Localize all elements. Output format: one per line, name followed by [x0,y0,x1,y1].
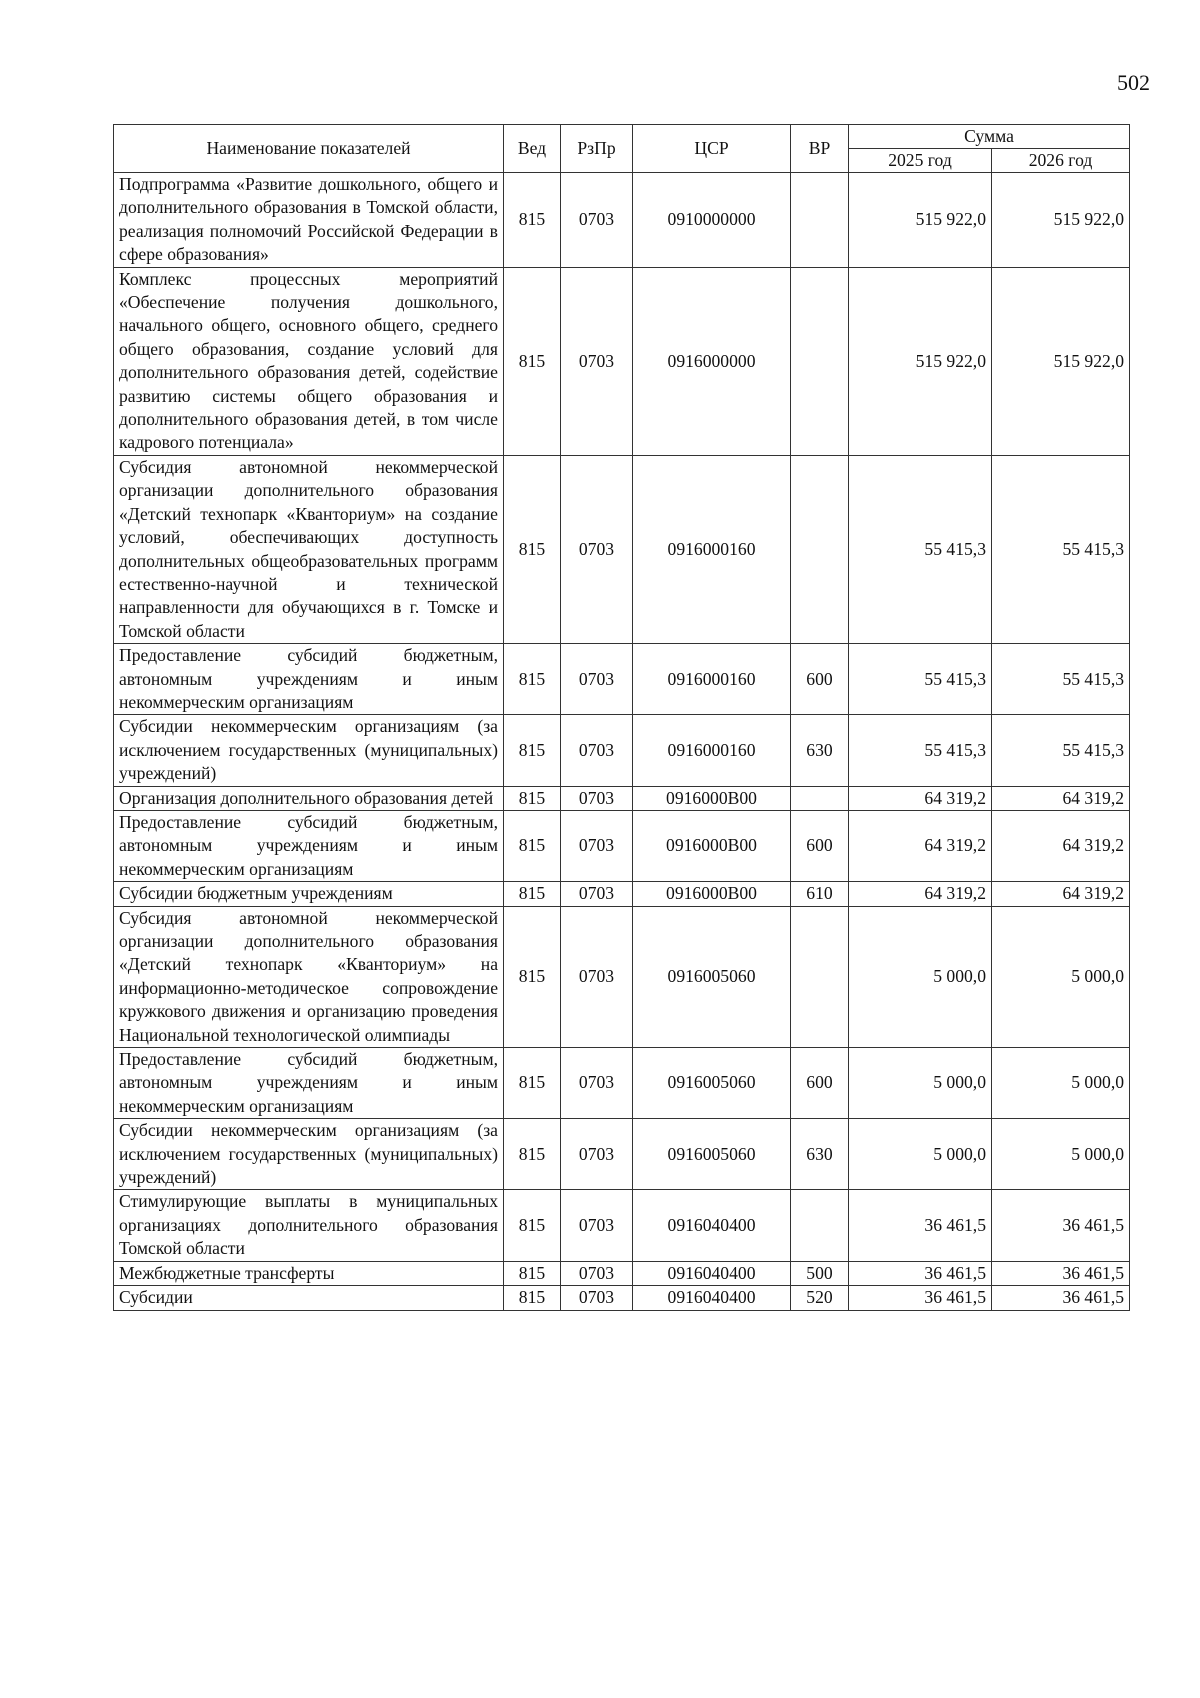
cell-2025: 5 000,0 [849,1048,992,1119]
cell-2025: 55 415,3 [849,715,992,786]
cell-name: Стимулирующие выплаты в муниципальных организациях дополнительного образования Томской области [114,1190,504,1261]
table-row [114,1261,1130,1285]
cell-vr: 630 [791,1119,849,1190]
cell-2026: 5 000,0 [992,906,1130,1047]
cell-ved: 815 [504,882,561,906]
table-row [114,715,1130,786]
cell-ved: 815 [504,644,561,715]
cell-name: Комплекс процессных мероприятий «Обеспечение получения дошкольного, начального общего, основного общего, среднего общего образования, создание условий для дополнительного образования детей, содействие развитию системы общего образования и дополнительного образования детей, в том числе кадрового потенциала» [114,267,504,455]
header-csr: ЦСР [633,125,791,173]
cell-csr: 0916000В00 [633,786,791,810]
cell-rzpr: 0703 [561,1286,633,1310]
cell-vr [791,786,849,810]
cell-rzpr: 0703 [561,1119,633,1190]
table-row [114,1190,1130,1261]
cell-vr [791,455,849,643]
cell-vr [791,1190,849,1261]
cell-2025: 64 319,2 [849,882,992,906]
cell-2026: 64 319,2 [992,810,1130,881]
cell-rzpr: 0703 [561,786,633,810]
cell-ved: 815 [504,1286,561,1310]
cell-ved: 815 [504,455,561,643]
cell-name: Предоставление субсидий бюджетным, автономным учреждениям и иным некоммерческим организациям [114,810,504,881]
cell-2025: 64 319,2 [849,810,992,881]
cell-name: Межбюджетные трансферты [114,1261,504,1285]
cell-2026: 515 922,0 [992,173,1130,268]
table-row [114,786,1130,810]
cell-csr: 0916005060 [633,1119,791,1190]
cell-rzpr: 0703 [561,715,633,786]
cell-vr: 630 [791,715,849,786]
header-name: Наименование показателей [114,125,504,173]
table-row [114,267,1130,455]
cell-ved: 815 [504,906,561,1047]
cell-rzpr: 0703 [561,644,633,715]
header-vr: ВР [791,125,849,173]
cell-name: Предоставление субсидий бюджетным, автономным учреждениям и иным некоммерческим организациям [114,644,504,715]
cell-vr [791,173,849,268]
table-row [114,1286,1130,1310]
cell-2025: 515 922,0 [849,173,992,268]
cell-ved: 815 [504,267,561,455]
cell-vr: 520 [791,1286,849,1310]
cell-csr: 0916005060 [633,906,791,1047]
header-sum: Сумма [849,125,1130,149]
cell-rzpr: 0703 [561,1048,633,1119]
cell-vr [791,267,849,455]
page-number: 502 [1117,70,1150,95]
cell-2026: 64 319,2 [992,882,1130,906]
table-row [114,810,1130,881]
cell-name: Субсидии [114,1286,504,1310]
cell-name: Субсидии некоммерческим организациям (за исключением государственных (муниципальных) учреждений) [114,1119,504,1190]
cell-ved: 815 [504,1261,561,1285]
cell-csr: 0916000160 [633,455,791,643]
cell-ved: 815 [504,786,561,810]
cell-csr: 0916000160 [633,715,791,786]
cell-2025: 36 461,5 [849,1286,992,1310]
cell-vr: 600 [791,644,849,715]
cell-2026: 36 461,5 [992,1190,1130,1261]
cell-2025: 36 461,5 [849,1261,992,1285]
table-row [114,882,1130,906]
cell-rzpr: 0703 [561,906,633,1047]
cell-2025: 5 000,0 [849,1119,992,1190]
cell-2025: 36 461,5 [849,1190,992,1261]
cell-name: Подпрограмма «Развитие дошкольного, общего и дополнительного образования в Томской области, реализация полномочий Российской Федерации в сфере образования» [114,173,504,268]
cell-rzpr: 0703 [561,455,633,643]
cell-2026: 515 922,0 [992,267,1130,455]
table-header [114,125,1130,173]
cell-2026: 36 461,5 [992,1286,1130,1310]
cell-csr: 0916000160 [633,644,791,715]
cell-name: Субсидии бюджетным учреждениям [114,882,504,906]
cell-rzpr: 0703 [561,1190,633,1261]
cell-name: Предоставление субсидий бюджетным, автономным учреждениям и иным некоммерческим организациям [114,1048,504,1119]
header-ved: Вед [504,125,561,173]
cell-csr: 0916040400 [633,1190,791,1261]
cell-rzpr: 0703 [561,267,633,455]
cell-2025: 64 319,2 [849,786,992,810]
cell-rzpr: 0703 [561,1261,633,1285]
table-row [114,173,1130,268]
cell-csr: 0916000000 [633,267,791,455]
cell-name: Субсидия автономной некоммерческой организации дополнительного образования «Детский технопарк «Кванториум» на информационно-методическое сопровождение кружкового движения и организацию проведения Национальной технологической олимпиады [114,906,504,1047]
cell-ved: 815 [504,173,561,268]
cell-2026: 36 461,5 [992,1261,1130,1285]
cell-2025: 55 415,3 [849,644,992,715]
cell-2025: 515 922,0 [849,267,992,455]
cell-vr: 600 [791,1048,849,1119]
table-row [114,644,1130,715]
cell-2026: 55 415,3 [992,644,1130,715]
table-body [114,173,1130,1311]
cell-rzpr: 0703 [561,882,633,906]
cell-2025: 5 000,0 [849,906,992,1047]
table-row [114,455,1130,643]
header-2025: 2025 год [849,149,992,173]
cell-ved: 815 [504,715,561,786]
budget-table [113,124,1130,1311]
cell-ved: 815 [504,810,561,881]
cell-name: Субсидии некоммерческим организациям (за исключением государственных (муниципальных) учреждений) [114,715,504,786]
cell-csr: 0910000000 [633,173,791,268]
cell-2026: 5 000,0 [992,1119,1130,1190]
cell-csr: 0916000В00 [633,882,791,906]
table-row [114,1048,1130,1119]
cell-ved: 815 [504,1190,561,1261]
cell-rzpr: 0703 [561,173,633,268]
cell-vr: 600 [791,810,849,881]
cell-name: Организация дополнительного образования детей [114,786,504,810]
cell-name: Субсидия автономной некоммерческой организации дополнительного образования «Детский технопарк «Кванториум» на создание условий, обеспечивающих доступность дополнительных общеобразовательных программ естественно-научной и технической направленности для обучающихся в г. Томске и Томской области [114,455,504,643]
cell-ved: 815 [504,1048,561,1119]
cell-vr: 500 [791,1261,849,1285]
cell-csr: 0916040400 [633,1286,791,1310]
header-2026: 2026 год [992,149,1130,173]
table-row [114,906,1130,1047]
cell-ved: 815 [504,1119,561,1190]
cell-csr: 0916040400 [633,1261,791,1285]
cell-2026: 55 415,3 [992,455,1130,643]
cell-2026: 64 319,2 [992,786,1130,810]
cell-csr: 0916005060 [633,1048,791,1119]
table-row [114,1119,1130,1190]
cell-2026: 5 000,0 [992,1048,1130,1119]
cell-vr [791,906,849,1047]
cell-csr: 0916000В00 [633,810,791,881]
cell-rzpr: 0703 [561,810,633,881]
cell-2026: 55 415,3 [992,715,1130,786]
cell-vr: 610 [791,882,849,906]
cell-2025: 55 415,3 [849,455,992,643]
header-rzpr: РзПр [561,125,633,173]
